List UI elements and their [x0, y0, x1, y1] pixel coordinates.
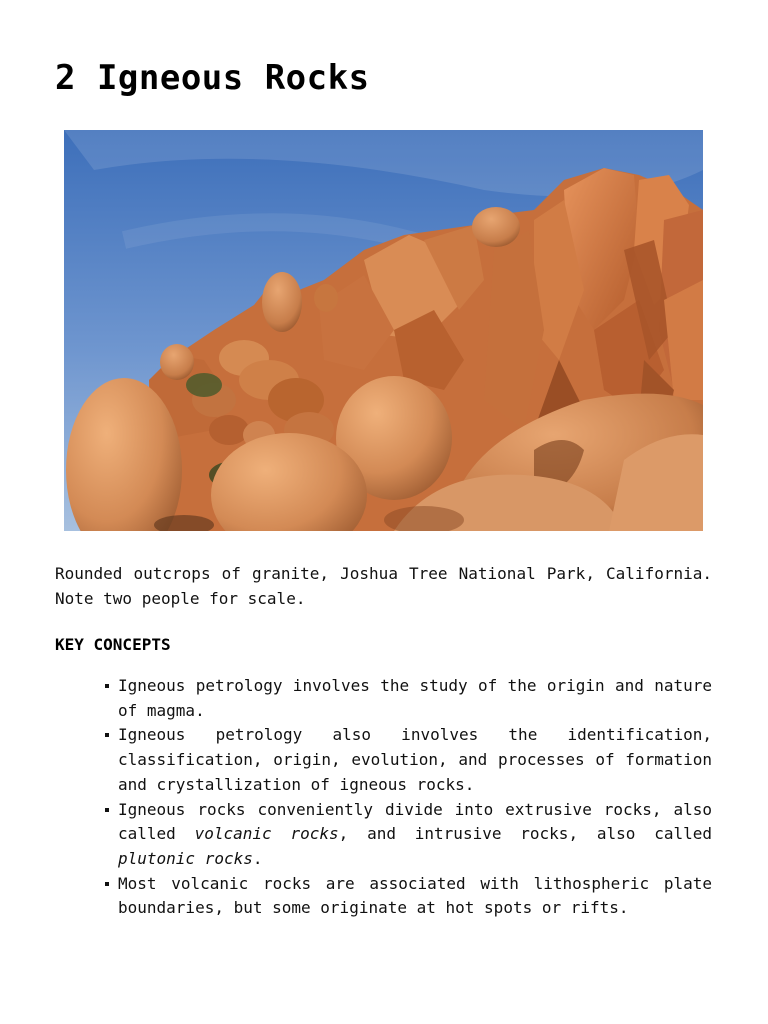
list-item: Igneous petrology also involves the identification, classification, origin, evolution, and processes of formation and crystallization of igneous rocks. [103, 723, 712, 797]
list-item-text: . [252, 848, 263, 868]
key-concepts-list [103, 674, 712, 921]
term-plutonic-rocks: plutonic rocks [118, 848, 253, 868]
key-concepts-heading: KEY CONCEPTS [55, 635, 171, 654]
list-item: Most volcanic rocks are associated with lithospheric plate boundaries, but some originate at hot spots or rifts. [103, 872, 712, 921]
granite-outcrop-photo [64, 130, 703, 531]
list-item-text: Igneous rocks conveniently divide into extrusive rocks, also called [118, 799, 712, 844]
figure-caption: Rounded outcrops of granite, Joshua Tree National Park, California. Note two people for scale. [55, 564, 712, 608]
list-item [103, 798, 712, 872]
chapter-title: 2 Igneous Rocks [55, 58, 370, 98]
list-item: Igneous petrology involves the study of the origin and nature of magma. [103, 674, 712, 723]
list-item-text: , and intrusive rocks, also called [338, 824, 713, 844]
term-volcanic-rocks: volcanic rocks [194, 824, 339, 844]
